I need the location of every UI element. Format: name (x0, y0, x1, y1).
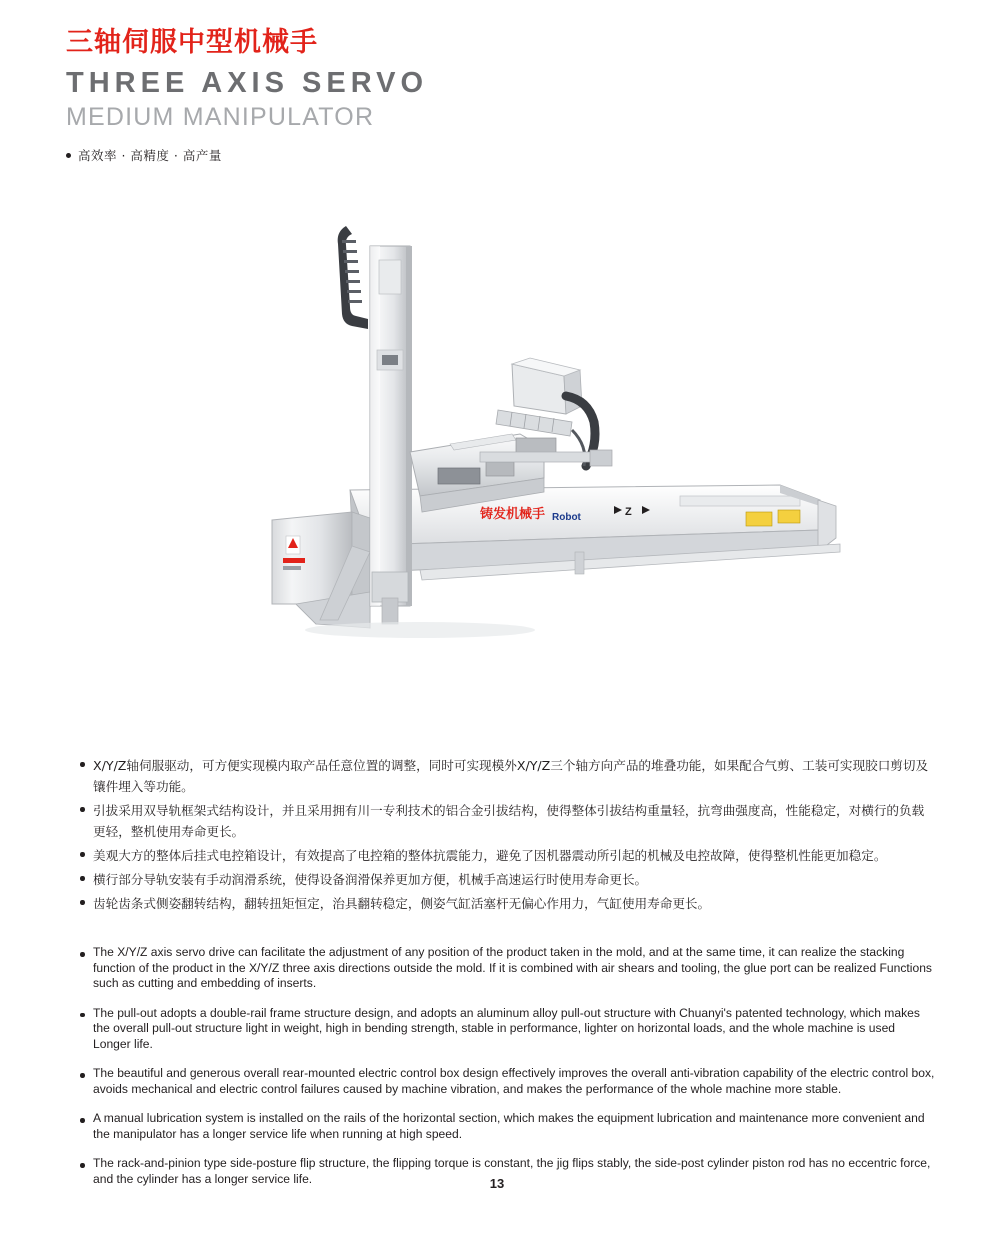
vertical-column-group (370, 246, 412, 624)
features-list-en (60, 945, 936, 1201)
subtitle-row (66, 146, 766, 164)
page-title-en-line1: THREE AXIS SERVO (66, 67, 429, 99)
bullet-dot-icon (66, 153, 71, 158)
page-title-en-line2: MEDIUM MANIPULATOR (66, 103, 375, 131)
subtitle-text: 高效率 · 高精度 · 高产量 (78, 148, 222, 163)
feature-en-item: The rack-and-pinion type side-posture flip structure, the flipping torque is constant, the jig flips stably, the side-post cylinder piston rod has no eccentric force, and the cylinder has a longer service life. (80, 1156, 936, 1187)
feature-cn-item: 横行部分导轨安装有手动润滑系统，使得设备润滑保养更加方便，机械手高速运行时使用寿命更长。 (80, 869, 936, 890)
brand-logo-cn: 铸发机械手 (480, 507, 546, 522)
features-list-cn (60, 755, 936, 917)
brand-logo-en: Robot (552, 512, 581, 523)
feature-cn-item: 引拔采用双导轨框架式结构设计，并且采用拥有川一专利技术的铝合金引拔结构，使得整体引拔结构重量轻，抗弯曲强度高，性能稳定，对横行的负载更轻，整机使用寿命更长。 (80, 800, 936, 842)
page-title: 三轴伺服中型机械手 (66, 27, 318, 58)
feature-en-item: The pull-out adopts a double-rail frame structure design, and adopts an aluminum alloy pull-out structure with Chuanyi's patented technology, which makes the overall pull-out structure light in weight, high in bending strength, stable in performance, lighter on horizontal loads, and the whole machine is used Longer life. (80, 1006, 936, 1053)
feature-en-item: The X/Y/Z axis servo drive can facilitate the adjustment of any position of the product taken in the mold, and at the same time, it can realize the stacking function of the product in the X/Y/Z three axis directions outside the mold. If it is combined with air shears and tooling, the glue port can be realized Functions such as cutting and embedding of inserts. (80, 945, 936, 992)
feature-cn-item: 美观大方的整体后挂式电控箱设计，有效提高了电控箱的整体抗震能力，避免了因机器震动所引起的机械及电控故障，使得整机性能更加稳定。 (80, 845, 936, 866)
feature-cn-item: X/Y/Z轴伺服驱动，可方便实现模内取产品任意位置的调整，同时可实现模外X/Y/Z三个轴方向产品的堆叠功能，如果配合气剪、工装可实现胶口剪切及镶件埋入等功能。 (80, 755, 936, 797)
feature-en-item: The beautiful and generous overall rear-mounted electric control box design effectively improves the overall anti-vibration capability of the electric control box, avoids mechanical and electric control failures caused by machine vibration, and makes the performance of the whole machine more stable. (80, 1066, 936, 1097)
axis-label: Z (625, 506, 632, 518)
page-number: 13 (489, 1176, 505, 1191)
feature-en-item: A manual lubrication system is installed on the rails of the horizontal section, which makes the equipment lubrication and maintenance more convenient and the manipulator has a longer service life when running at high speed. (80, 1111, 936, 1142)
feature-cn-item: 齿轮齿条式侧姿翻转结构，翻转扭矩恒定，治具翻转稳定，侧姿气缸活塞杆无偏心作用力，气缸使用寿命更长。 (80, 893, 936, 914)
cable-chain-group (338, 226, 368, 329)
product-image (120, 200, 880, 670)
page-header (66, 26, 766, 164)
